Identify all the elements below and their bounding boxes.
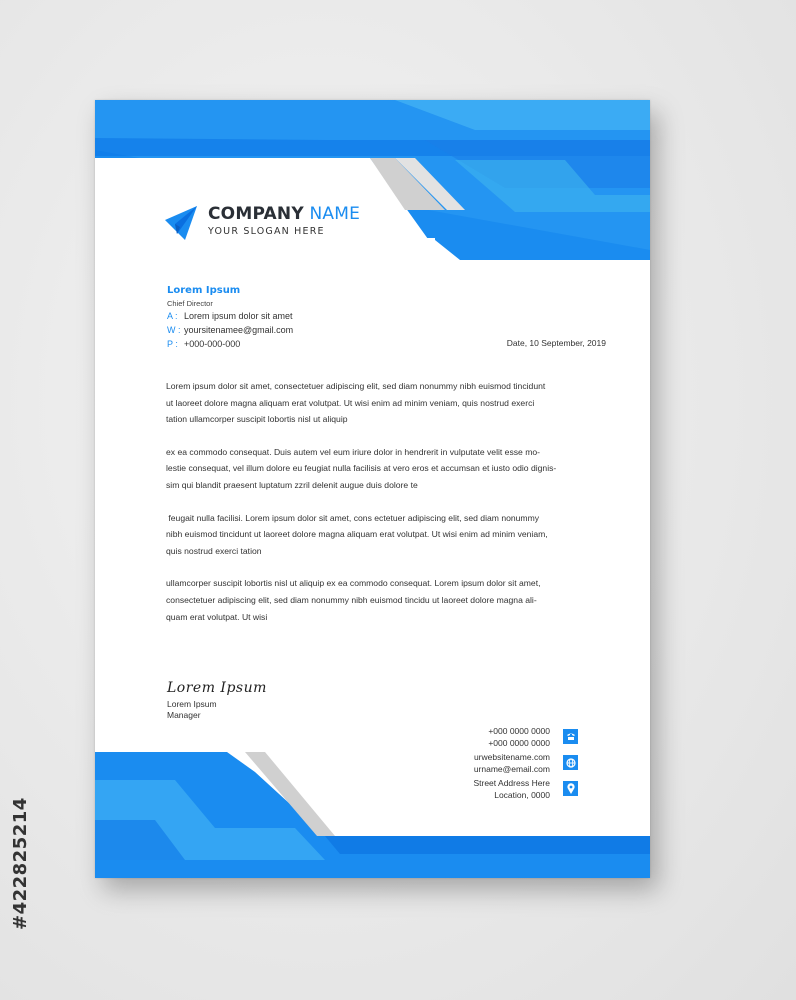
body-paragraph: [166, 378, 610, 428]
website-key: W :: [167, 325, 181, 335]
phone-key: P :: [167, 339, 178, 349]
body-paragraph: [166, 575, 610, 625]
location-pin-icon: [563, 781, 578, 796]
contact-web: urwebsitename.com: [473, 752, 550, 762]
body-line: consectetuer adipiscing elit, sed diam nonummy nibh euismod tincidu ut laoreet dolore magna ali-: [166, 594, 537, 605]
contact-location: Location, 0000: [494, 790, 550, 800]
body-line: tation ullamcorper suscipit lobortis nisl ut aliquip: [166, 414, 348, 425]
body-line: ex ea commodo consequat. Duis autem vel eum iriure dolor in hendrerit in vulputate velit esse mo-: [166, 446, 541, 457]
company-name-part2: NAME: [309, 204, 361, 224]
body-paragraph: [166, 444, 610, 494]
body-line: ullamcorper suscipit lobortis nisl ut aliquip ex ea commodo consequat. Lorem ipsum dolor sit amet,: [166, 578, 541, 589]
sender-name: Lorem Ipsum: [167, 285, 241, 296]
body-line: Lorem ipsum dolor sit amet, consectetuer adipiscing elit, sed diam nonummy nibh euismod tincidunt: [166, 381, 546, 391]
body-line: nibh euismod tincidunt ut laoreet dolore magna aliquam erat volutpat. Ut wisi enim ad minim veniam,: [166, 529, 548, 540]
contact-phone-2: +000 0000 0000: [488, 738, 550, 748]
body-paragraph: [166, 510, 610, 560]
globe-icon: [563, 755, 578, 770]
company-name: [208, 204, 360, 224]
signer-role: Manager: [167, 710, 201, 720]
company-name-part1: COMPANY: [208, 204, 304, 224]
contact-street: Street Address Here: [473, 778, 550, 788]
letter-body: [166, 378, 610, 641]
website-value: yoursitenamee@gmail.com: [184, 325, 294, 335]
side-watermark: #422825214: [10, 797, 31, 930]
company-slogan: YOUR SLOGAN HERE: [208, 226, 325, 237]
signer-name: Lorem Ipsum: [167, 699, 217, 709]
letterhead-sheet: [95, 100, 650, 878]
address-key: A :: [167, 311, 178, 321]
body-line: quam erat volutpat. Ut wisi: [166, 611, 268, 622]
handwritten-signature: Lorem Ipsum: [167, 680, 267, 696]
contact-phone-1: +000 0000 0000: [488, 726, 550, 736]
sender-address: [167, 311, 293, 321]
phone-icon: [563, 729, 578, 744]
body-line: feugait nulla facilisi. Lorem ipsum dolor sit amet, cons ectetuer adipiscing elit, sed diam nonummy: [166, 512, 540, 523]
body-line: lestie consequat, vel illum dolore eu feugiat nulla facilisis at vero eros et accumsan et iusto odio dignis-: [166, 463, 557, 474]
sender-website: [167, 325, 293, 335]
body-line: ut laoreet dolore magna aliquam erat volutpat. Ut wisi enim ad minim veniam, quis nostrud exerci: [166, 397, 535, 408]
letter-date: Date, 10 September, 2019: [506, 338, 606, 348]
phone-value: +000-000-000: [184, 339, 241, 349]
address-value: Lorem ipsum dolor sit amet: [184, 311, 293, 321]
paper-plane-logo-icon: [165, 206, 197, 240]
sender-phone: [167, 339, 240, 349]
body-line: sim qui blandit praesent luptatum zzril delenit augue duis dolore te: [166, 479, 418, 490]
sender-role: Chief Director: [167, 299, 213, 308]
body-line: quis nostrud exerci tation: [166, 545, 262, 556]
contact-email: urname@email.com: [473, 764, 550, 774]
